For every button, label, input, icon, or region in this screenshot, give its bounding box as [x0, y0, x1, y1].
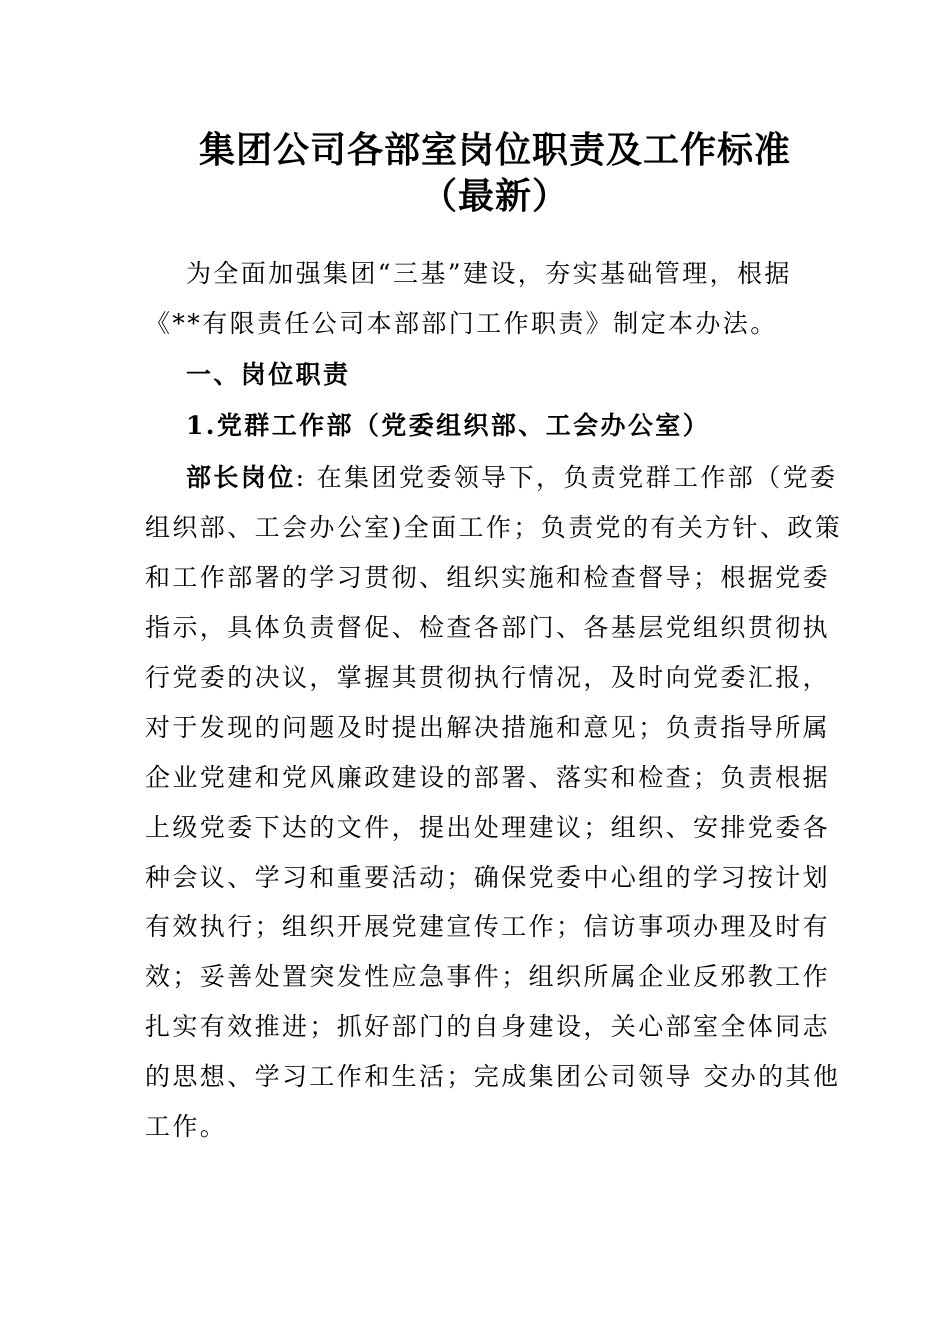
role-text: : 在集团党委领导下，负责党群工作部（党委 [295, 463, 838, 492]
paragraph-line: 工作。 [145, 1112, 228, 1141]
intro-line-2: 《**有限责任公司本部部门工作职责》制定本办法。 [145, 309, 778, 338]
paragraph-line: 有效执行；组织开展党建宣传工作；信访事项办理及时有 [145, 912, 831, 941]
paragraph-line: 种会议、学习和重要活动；确保党委中心组的学习按计划 [145, 863, 831, 892]
paragraph-line: 和工作部署的学习贯彻、组织实施和检查督导；根据党委 [145, 563, 831, 592]
paragraph-line: 指示，具体负责督促、检查各部门、各基层党组织贯彻执 [145, 613, 831, 642]
paragraph-line: 的思想、学习工作和生活；完成集团公司领导 交办的其他 [145, 1062, 841, 1091]
document-subtitle: （最新） [420, 175, 569, 217]
role-label: 部长岗位 [186, 463, 296, 492]
paragraph-line: 上级党委下达的文件，提出处理建议；组织、安排党委各 [145, 813, 831, 842]
role-paragraph-first-line [186, 461, 846, 495]
paragraph-line: 对于发现的问题及时提出解决措施和意见；负责指导所属 [145, 713, 831, 742]
paragraph-line: 行党委的决议，掌握其贯彻执行情况，及时向党委汇报， [145, 663, 831, 692]
paragraph-line: 效；妥善处置突发性应急事件；组织所属企业反邪教工作 [145, 962, 831, 991]
paragraph-line: 企业党建和党风廉政建设的部署、落实和检查；负责根据 [145, 763, 831, 792]
paragraph-line: 组织部、工会办公室)全面工作；负责党的有关方针、政策 [145, 513, 843, 542]
subsection-heading: 1.党群工作部（党委组织部、工会办公室） [186, 411, 711, 440]
paragraph-line: 扎实有效推进；抓好部门的自身建设，关心部室全体同志 [145, 1012, 831, 1041]
document-title: 集团公司各部室岗位职责及工作标准 [198, 129, 791, 171]
section-heading: 一、岗位职责 [186, 360, 351, 389]
intro-line-1: 为全面加强集团“三基”建设，夯实基础管理，根据 [186, 259, 792, 288]
